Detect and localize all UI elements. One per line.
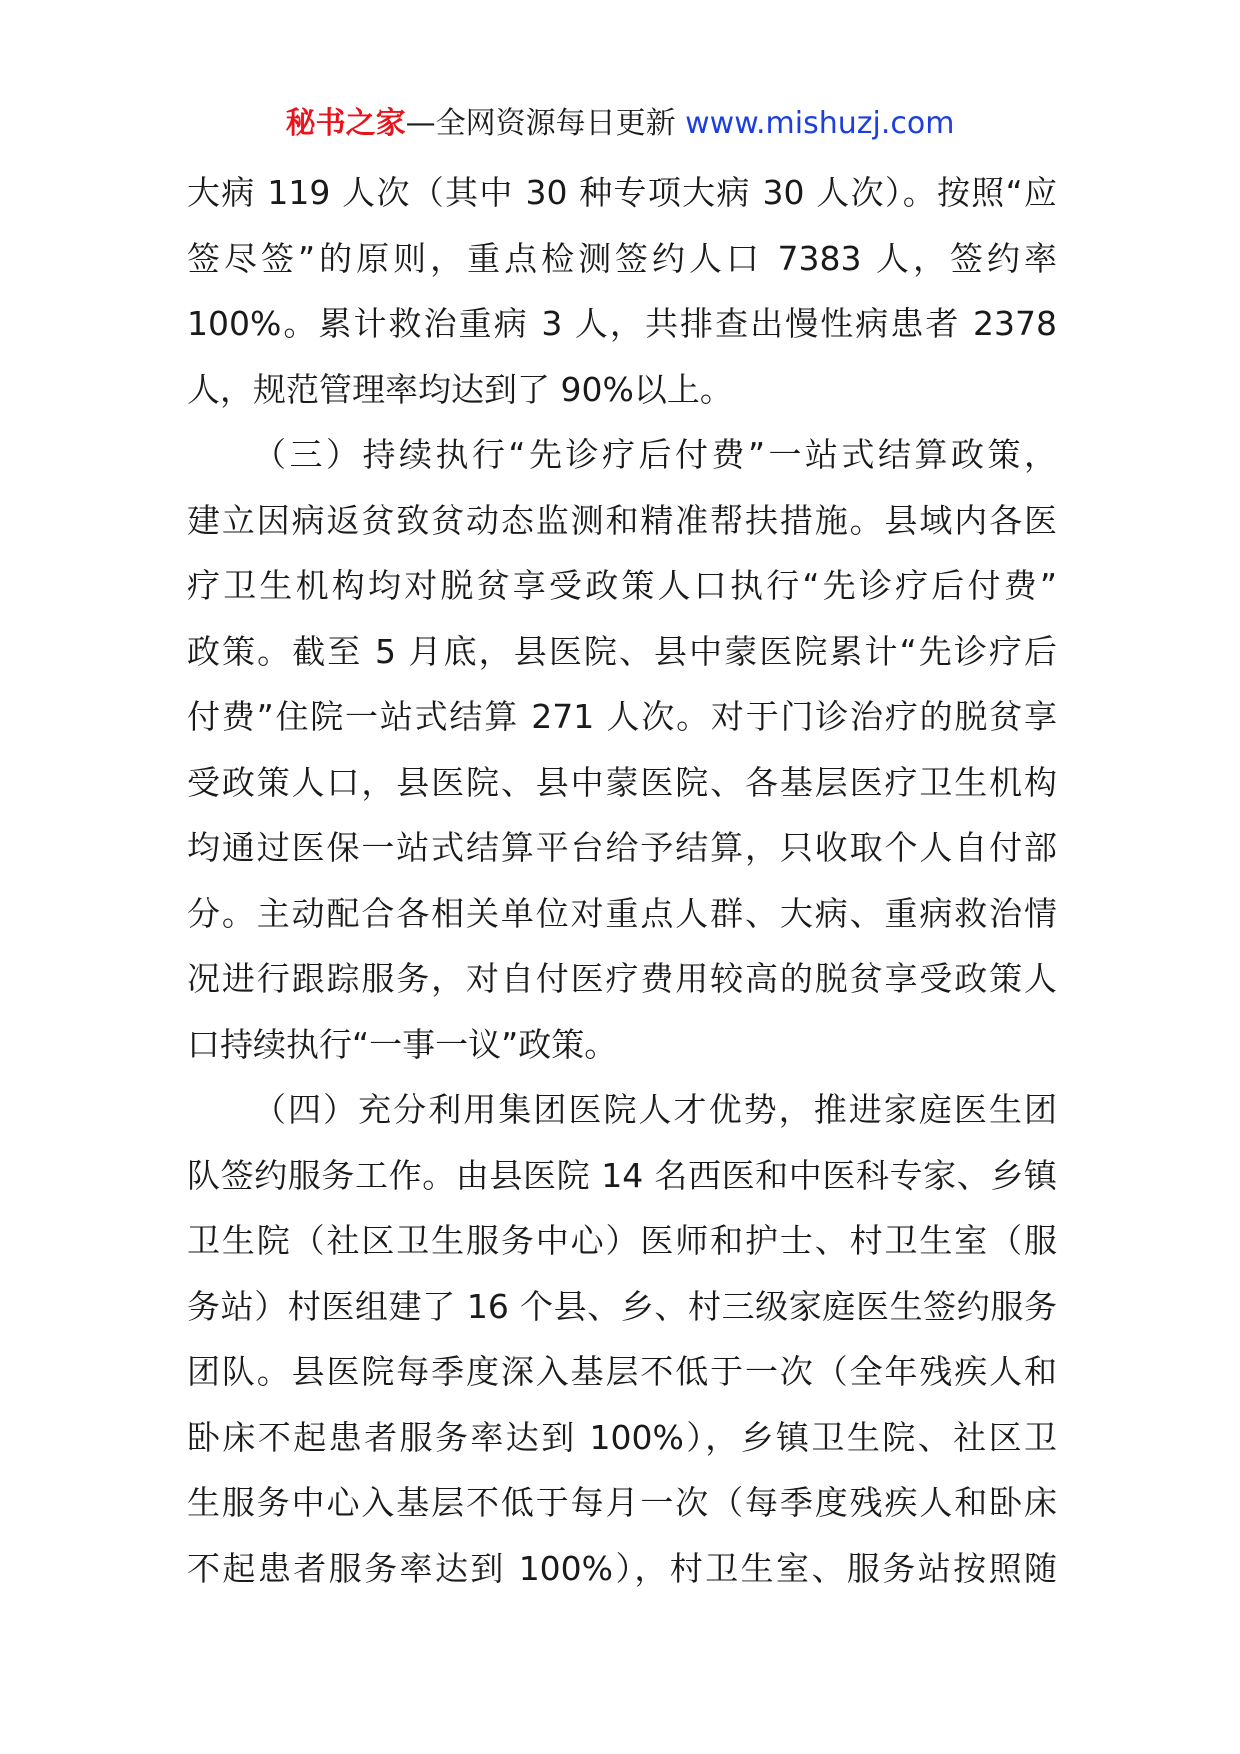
paragraph-1: [187, 160, 1057, 422]
text-line: 政策。截至 5 月底，县医院、县中蒙医院累计“先诊疗后: [187, 631, 1057, 671]
text-line: 100%。累计救治重病 3 人，共排查出慢性病患者 2378: [187, 304, 1057, 343]
brand-name: 秘书之家: [285, 106, 406, 141]
text-line: 生服务中心入基层不低于每月一次（每季度残疾人和卧床: [187, 1483, 1057, 1522]
site-url-link[interactable]: www.mishuzj.com: [685, 106, 955, 141]
text-line: 务站）村医组建了 16 个县、乡、村三级家庭医生签约服务: [187, 1286, 1057, 1326]
text-line: 团队。县医院每季度深入基层不低于一次（全年残疾人和: [187, 1352, 1057, 1391]
text-line: 签尽签”的原则，重点检测签约人口 7383 人，签约率: [187, 238, 1057, 278]
paragraph-section-4: [187, 1077, 1057, 1601]
text-line: 大病 119 人次（其中 30 种专项大病 30 人次）。按照“应: [187, 173, 1057, 212]
text-line: 人，规范管理率均达到了 90%以上。: [187, 369, 733, 409]
text-line: 不起患者服务率达到 100%），村卫生室、服务站按照随: [187, 1548, 1057, 1588]
paragraph-section-3: [187, 422, 1057, 1077]
document-body: [187, 160, 1057, 1601]
text-line: 受政策人口，县医院、县中蒙医院、各基层医疗卫生机构: [187, 762, 1057, 802]
text-line: 分。主动配合各相关单位对重点人群、大病、重病救治情: [187, 893, 1057, 933]
text-line: 均通过医保一站式结算平台给予结算，只收取个人自付部: [187, 828, 1057, 867]
text-line: 队签约服务工作。由县医院 14 名西医和中医科专家、乡镇: [187, 1155, 1057, 1195]
text-line: 付费”住院一站式结算 271 人次。对于门诊治疗的脱贫享: [187, 697, 1057, 736]
text-line: 口持续执行“一事一议”政策。: [187, 1024, 618, 1064]
watermark-header: [0, 102, 1240, 146]
text-line: （三）持续执行“先诊疗后付费”一站式结算政策，: [253, 435, 1057, 474]
text-line: 况进行跟踪服务，对自付医疗费用较高的脱贫享受政策人: [187, 959, 1057, 998]
text-line: （四）充分利用集团医院人才优势，推进家庭医生团: [253, 1090, 1057, 1129]
header-tagline: —全网资源每日更新: [405, 106, 686, 141]
text-line: 建立因病返贫致贫动态监测和精准帮扶措施。县域内各医: [187, 500, 1057, 540]
text-line: 卧床不起患者服务率达到 100%），乡镇卫生院、社区卫: [187, 1417, 1057, 1457]
text-line: 卫生院（社区卫生服务中心）医师和护士、村卫生室（服: [187, 1221, 1057, 1260]
text-line: 疗卫生机构均对脱贫享受政策人口执行“先诊疗后付费”: [187, 566, 1057, 605]
